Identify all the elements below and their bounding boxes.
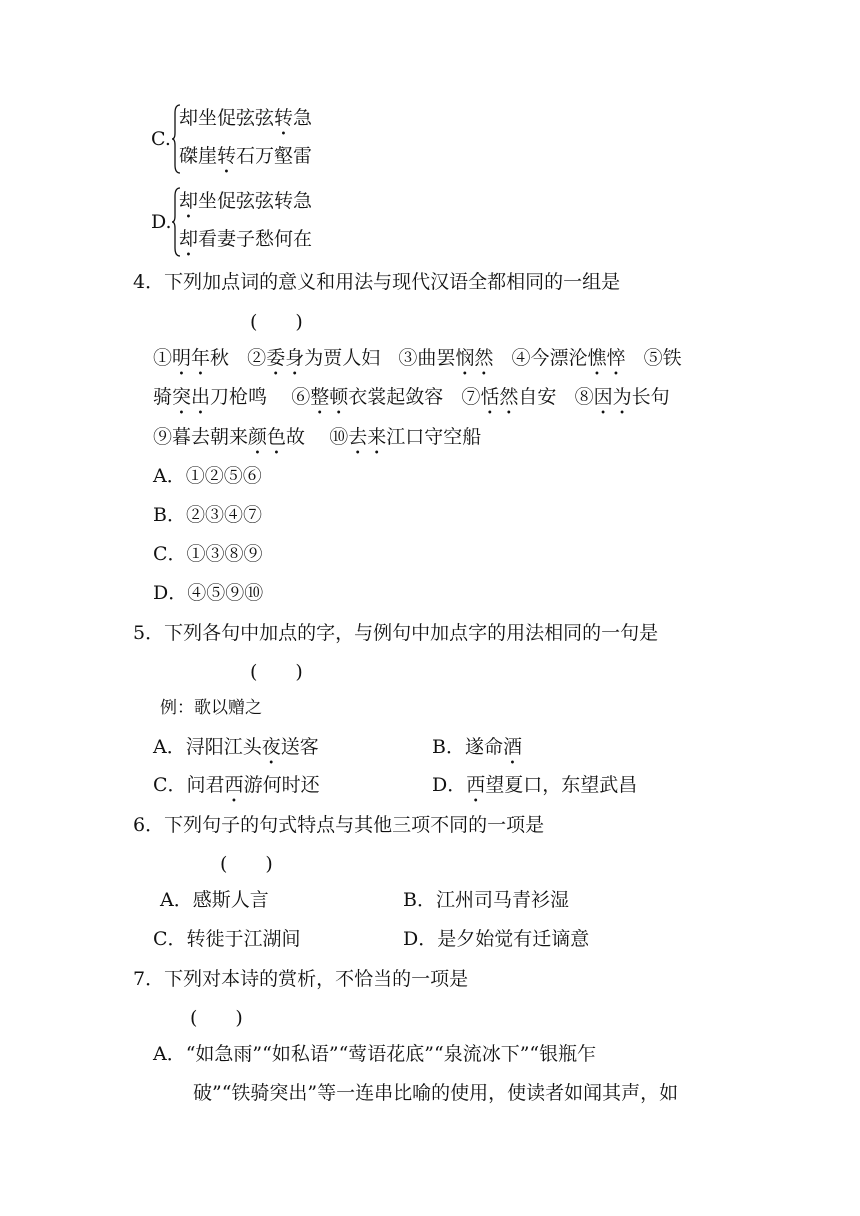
answer-blank: ( ) bbox=[220, 853, 273, 875]
option-a: A．①②⑤⑥ bbox=[153, 465, 262, 487]
answer-blank: ( ) bbox=[190, 1007, 243, 1029]
question-5-stem: 5．下列各句中加点的字，与例句中加点字的用法相同的一句是 bbox=[133, 622, 659, 644]
option-d: D．④⑤⑨⑩ bbox=[153, 582, 264, 604]
option-line-1: 却坐促弦弦转急 bbox=[179, 190, 313, 212]
option-a: A．感斯人言 bbox=[160, 889, 269, 911]
option-label: D. bbox=[151, 211, 172, 233]
item-7: ⑦恬然自安 bbox=[461, 386, 557, 408]
question-4-items-line-3 bbox=[153, 423, 481, 459]
option-line-2: 磔崖转石万壑雷 bbox=[179, 145, 313, 167]
option-b: B．②③④⑦ bbox=[153, 504, 262, 526]
item-5-start: ⑤铁 bbox=[643, 347, 682, 369]
item-1: ①明年秋 bbox=[153, 347, 230, 369]
answer-blank: ( ) bbox=[250, 661, 303, 683]
option-b: B．江州司马青衫湿 bbox=[403, 889, 569, 911]
option-label: C. bbox=[151, 128, 171, 150]
question-4-items-line-1 bbox=[153, 344, 682, 380]
item-2: ②委身为贾人妇 bbox=[247, 347, 381, 369]
question-6-stem: 6．下列句子的句式特点与其他三项不同的一项是 bbox=[133, 814, 545, 836]
item-4: ④今漂沦憔悴 bbox=[511, 347, 626, 369]
item-5-end: 骑突出刀枪鸣 bbox=[153, 386, 268, 408]
answer-blank: ( ) bbox=[250, 311, 303, 333]
option-d: D．西望夏口，东望武昌 bbox=[432, 774, 638, 796]
item-3: ③曲罢悯然 bbox=[398, 347, 494, 369]
example-sentence: 例：歌以赠之 bbox=[160, 698, 262, 718]
option-a-line-1: A．“如急雨”“如私语”“莺语花底”“泉流冰下”“银瓶乍 bbox=[153, 1043, 597, 1065]
option-c: C．转徙于江湖间 bbox=[153, 928, 301, 950]
option-d: D．是夕始觉有迁谪意 bbox=[403, 928, 590, 950]
option-c: C．问君西游何时还 bbox=[153, 774, 320, 796]
item-10: ⑩去来江口守空船 bbox=[329, 426, 482, 448]
option-c: C．①③⑧⑨ bbox=[153, 543, 263, 565]
item-9: ⑨暮去朝来颜色故 bbox=[153, 426, 306, 448]
question-7-stem: 7．下列对本诗的赏析，不恰当的一项是 bbox=[133, 968, 469, 990]
option-b: B．遂命酒 bbox=[432, 736, 522, 758]
question-4-stem: 4．下列加点词的意义和用法与现代汉语全都相同的一组是 bbox=[133, 271, 621, 293]
option-a: A．浔阳江头夜送客 bbox=[153, 736, 319, 758]
item-6: ⑥整顿衣裳起敛容 bbox=[291, 386, 444, 408]
option-a-line-2: 破”“铁骑突出”等一连串比喻的使用，使读者如闻其声，如 bbox=[193, 1082, 679, 1104]
item-8: ⑧因为长句 bbox=[574, 386, 670, 408]
question-4-items-line-2 bbox=[153, 383, 670, 419]
option-line-1: 却坐促弦弦转急 bbox=[179, 107, 313, 129]
option-line-2: 却看妻子愁何在 bbox=[179, 228, 313, 250]
